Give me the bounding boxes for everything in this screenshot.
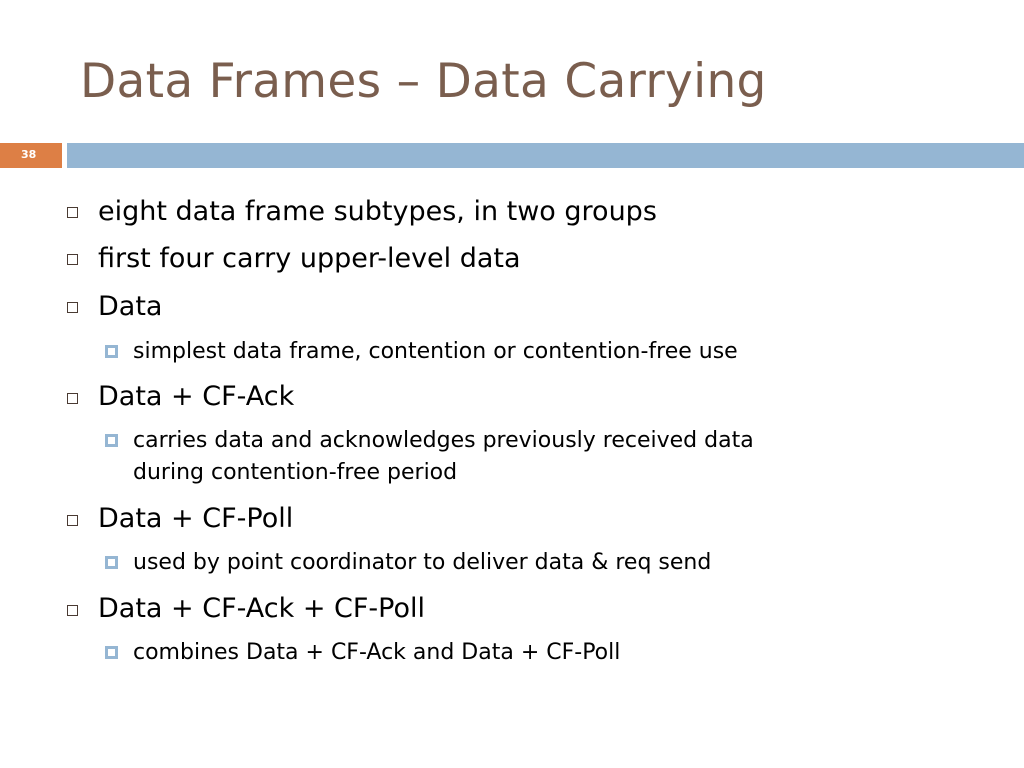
slide-number: 38 [21, 148, 37, 161]
hollow-square-bullet-icon [67, 515, 78, 526]
bullet-text: Data [98, 291, 163, 322]
bullet-text: Data + CF-Ack + CF-Poll [98, 593, 426, 624]
filled-square-bullet-icon [105, 556, 118, 569]
bullet-text: Data + CF-Poll [98, 503, 294, 534]
bullet-text: Data + CF-Ack [98, 381, 295, 412]
hollow-square-bullet-icon [67, 254, 78, 265]
sub-bullet-text: combines Data + CF-Ack and Data + CF-Poll [133, 640, 621, 665]
hollow-square-bullet-icon [67, 605, 78, 616]
sub-bullet-text: used by point coordinator to deliver data & req send [133, 550, 712, 575]
bullet-text: eight data frame subtypes, in two groups [98, 196, 657, 227]
sub-bullet-text: simplest data frame, contention or contention-free use [133, 339, 738, 364]
hollow-square-bullet-icon [67, 393, 78, 404]
sub-bullet-text-continuation: during contention-free period [133, 460, 458, 485]
sub-bullet-text: carries data and acknowledges previously received data [133, 428, 754, 453]
filled-square-bullet-icon [105, 646, 118, 659]
filled-square-bullet-icon [105, 345, 118, 358]
bullet-text: first four carry upper-level data [98, 243, 521, 274]
filled-square-bullet-icon [105, 434, 118, 447]
hollow-square-bullet-icon [67, 207, 78, 218]
slide-title: Data Frames – Data Carrying [80, 54, 767, 109]
hollow-square-bullet-icon [67, 302, 78, 313]
